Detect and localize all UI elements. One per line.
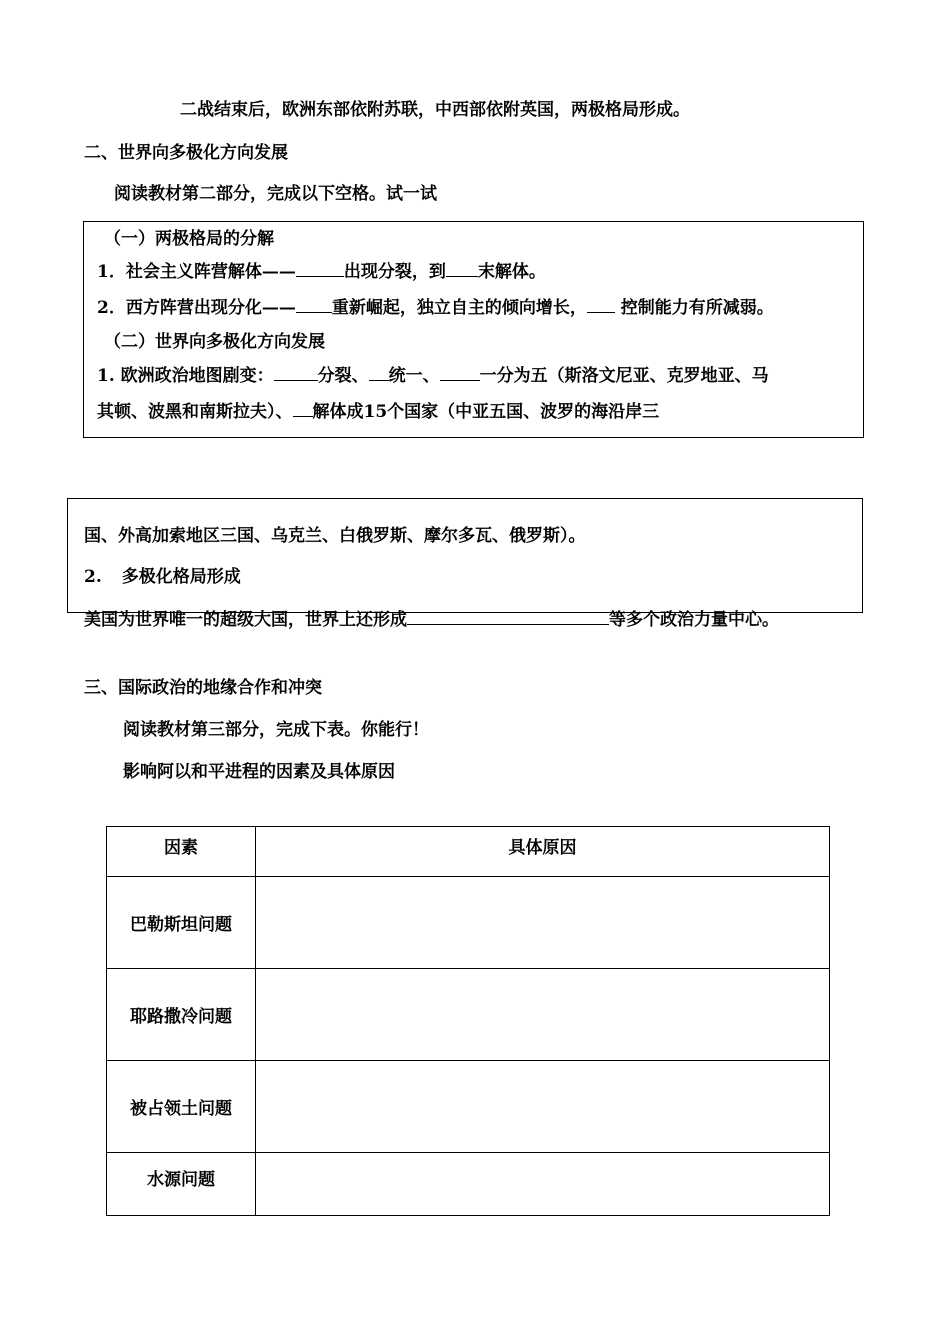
item3-line2: 其顿、波黑和南斯拉夫）、 解体成15个国家（中亚五国、波罗的海沿岸三: [97, 402, 660, 422]
table-row: [107, 969, 830, 1061]
fill-in-box-2: [67, 498, 863, 613]
subsection2-title: （二）世界向多极化方向发展: [104, 332, 325, 352]
section3-heading: 三、国际政治的地缘合作和冲突: [84, 678, 322, 698]
factor-cell: 水源问题: [107, 1153, 256, 1216]
section2-heading: 二、世界向多极化方向发展: [84, 143, 288, 163]
blank-field[interactable]: [407, 609, 609, 625]
table-header-row: [107, 827, 830, 877]
reason-cell[interactable]: [256, 1061, 830, 1153]
column-header-reason: 具体原因: [256, 827, 830, 877]
table-row: [107, 877, 830, 969]
blank-field[interactable]: [369, 365, 389, 381]
table-caption: 影响阿以和平进程的因素及具体原因: [123, 762, 395, 782]
reason-cell[interactable]: [256, 1153, 830, 1216]
table-row: [107, 1153, 830, 1216]
table-row: [107, 1061, 830, 1153]
item4-line: 美国为世界唯一的超级大国，世界上还形成 等多个政治力量中心。: [84, 610, 779, 630]
column-header-factor: 因素: [107, 827, 256, 877]
factors-table: [106, 826, 830, 1216]
factor-cell: 耶路撒冷问题: [107, 969, 256, 1061]
blank-field[interactable]: [587, 297, 615, 313]
item4: 2. 多极化格局形成: [84, 567, 241, 587]
blank-field[interactable]: [446, 261, 478, 277]
intro-line: 二战结束后，欧洲东部依附苏联，中西部依附英国，两极格局形成。: [180, 100, 690, 120]
blank-field[interactable]: [274, 365, 318, 381]
factor-cell: 巴勒斯坦问题: [107, 877, 256, 969]
section3-instruction: 阅读教材第三部分，完成下表。你能行！: [123, 720, 429, 740]
blank-field[interactable]: [296, 297, 332, 313]
blank-field[interactable]: [293, 401, 313, 417]
item2: 2．西方阵营出现分化—— 重新崛起，独立自主的倾向增长， 控制能力有所减弱。: [97, 298, 774, 318]
item1: 1．社会主义阵营解体—— 出现分裂，到 末解体。: [97, 262, 546, 282]
subsection1-title: （一）两极格局的分解: [104, 229, 274, 249]
reason-cell[interactable]: [256, 969, 830, 1061]
continuation-line: 国、外高加索地区三国、乌克兰、白俄罗斯、摩尔多瓦、俄罗斯）。: [84, 526, 586, 546]
item3: 1. 欧洲政治地图剧变： 分裂、 统一、 一分为五（斯洛文尼亚、克罗地亚、马: [97, 366, 769, 386]
reason-cell[interactable]: [256, 877, 830, 969]
blank-field[interactable]: [440, 365, 480, 381]
section2-instruction: 阅读教材第二部分，完成以下空格。试一试: [114, 184, 437, 204]
factor-cell: 被占领土问题: [107, 1061, 256, 1153]
blank-field[interactable]: [296, 261, 344, 277]
